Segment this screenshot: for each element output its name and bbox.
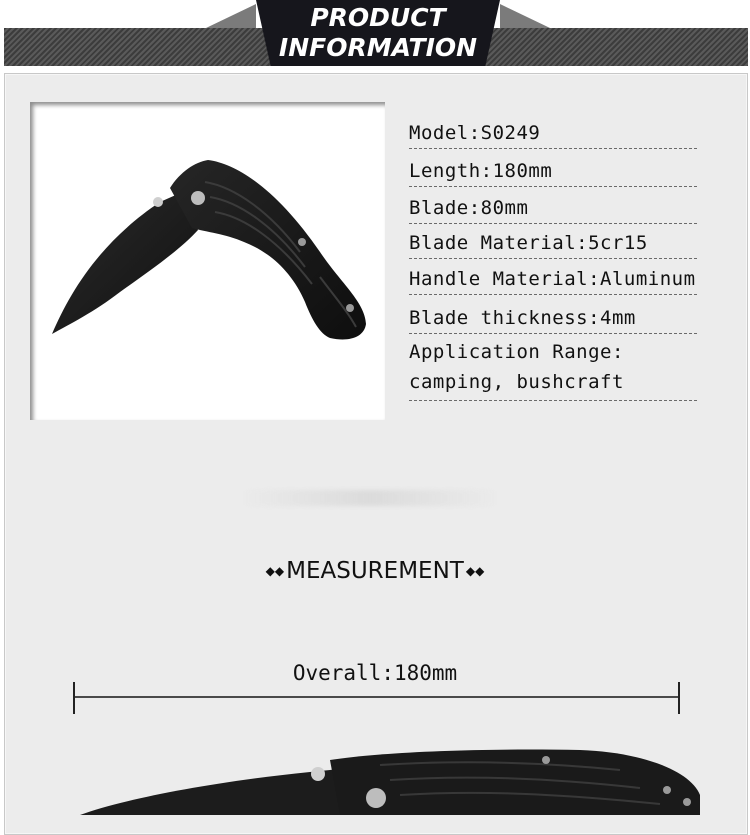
folding-knife-image xyxy=(30,102,385,420)
measurement-title: MEASUREMENT xyxy=(286,558,464,584)
overall-length-label: Overall:180mm xyxy=(292,661,458,685)
measurement-ruler xyxy=(74,696,680,698)
banner-title-line2: INFORMATION xyxy=(278,33,478,62)
folding-knife-measured-image xyxy=(60,740,710,815)
diamond-ornament-right-icon: ◆◆ xyxy=(465,564,485,578)
spec-blade-thickness: Blade thickness:4mm xyxy=(409,306,697,334)
measurement-heading xyxy=(0,558,750,584)
spec-length: Length:180mm xyxy=(409,159,697,187)
banner-title-line1: PRODUCT xyxy=(310,3,446,32)
spec-model: Model:S0249 xyxy=(409,121,697,149)
spec-application-range: Application Range: camping, bushcraft xyxy=(409,337,697,401)
ruler-tick-left xyxy=(73,682,75,714)
banner-wing-left xyxy=(206,4,256,28)
product-photo xyxy=(30,102,385,420)
spec-blade: Blade:80mm xyxy=(409,196,697,224)
diamond-ornament-left-icon: ◆◆ xyxy=(265,564,285,578)
banner-title xyxy=(256,0,500,66)
banner-wing-right xyxy=(500,4,550,28)
spec-blade-material: Blade Material:5cr15 xyxy=(409,231,697,259)
faint-watermark xyxy=(240,490,500,506)
spec-handle-material: Handle Material:Aluminum xyxy=(409,267,697,295)
ruler-tick-right xyxy=(678,682,680,714)
